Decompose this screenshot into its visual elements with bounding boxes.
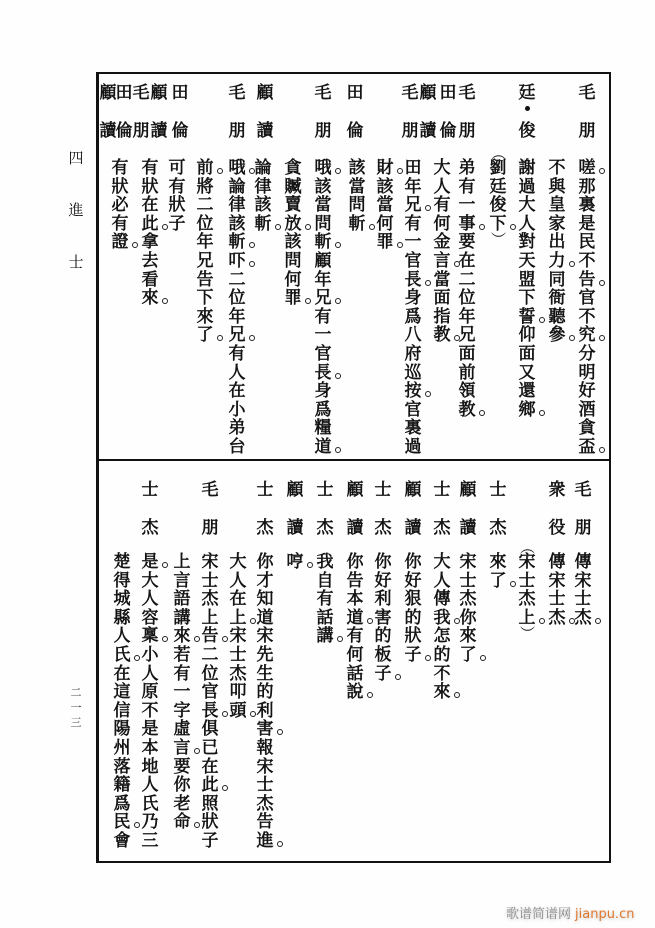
speaker-label: 廷 俊 bbox=[518, 83, 536, 141]
dialogue-line: 你 好 利 害 的 板 子 bbox=[372, 553, 394, 683]
speaker-label: 士 杰 bbox=[316, 480, 334, 538]
speaker-label: 顧 讀 bbox=[286, 480, 304, 538]
dialogue-line: 大 人 在 上 宋 士 杰 叩 頭 bbox=[227, 553, 249, 720]
speaker-label: 顧 讀 bbox=[459, 480, 477, 538]
speaker-label: 毛 朋 bbox=[132, 83, 150, 141]
speaker-label: 毛 朋 bbox=[314, 83, 332, 141]
dialogue-line: 是 大 人 容 稟 小 人 原 不 是 本 地 人 氏 乃 三 bbox=[139, 553, 161, 851]
frame-right-border bbox=[609, 72, 611, 863]
dialogue-line: 楚 得 城 縣 人 氏 在 這 信 陽 州 落 籍 爲 民 會 bbox=[111, 553, 133, 851]
speaker-label: 士 杰 bbox=[256, 480, 274, 538]
dialogue-line: 上 言 語 講 來 若 有 一 字 虛 言 要 你 老 命 bbox=[171, 553, 193, 832]
speaker-label: 毛 朋 bbox=[574, 480, 592, 538]
dialogue-line: 哦 該 當 問 斬 顧 年 兄 有 一 官 長 身 爲 糧 道 bbox=[312, 159, 334, 457]
dialogue-line: 論 律 該 斬 bbox=[252, 159, 274, 233]
speaker-label: 毛 朋 bbox=[458, 83, 476, 141]
speaker-label: 顧 讀 bbox=[256, 83, 274, 141]
dialogue-line: 弟 有 一 事 要 在 二 位 年 兄 面 前 領 教 bbox=[456, 159, 478, 419]
watermark-site-name: 歌谱简谱网 bbox=[506, 907, 572, 922]
speaker-label: 衆 役 bbox=[548, 480, 566, 538]
dialogue-line: 我 自 有 話 講 bbox=[314, 553, 336, 646]
watermark bbox=[506, 903, 634, 922]
dialogue-line: 哦 論 律 該 斬 吓 二 位 年 兄 有 人 在 小 弟 台 bbox=[226, 159, 248, 457]
dialogue-line: 你 好 狠 的 狀 子 bbox=[402, 553, 424, 665]
dialogue-line: 謝 過 大 人 對 天 盟 下 誓 仰 面 又 還 鄉 bbox=[516, 159, 538, 419]
dialogue-line: 不 與 皇 家 出 力 同 衙 聽 參 bbox=[546, 159, 568, 345]
speaker-label: 顧 讀 bbox=[99, 83, 117, 141]
speaker-label: 毛 朋 bbox=[401, 83, 419, 141]
dialogue-line: 哼 bbox=[284, 553, 306, 572]
speaker-label: 顧 讀 bbox=[404, 480, 422, 538]
speaker-label: 毛 朋 bbox=[228, 83, 246, 141]
speaker-label: 田 倫 bbox=[346, 83, 364, 141]
dialogue-line: 貪 贓 賣 放 該 問 何 罪 bbox=[282, 159, 304, 308]
watermark-site-url: jianpu.cn bbox=[575, 907, 635, 922]
speaker-label: 顧 讀 bbox=[150, 83, 168, 141]
dialogue-line: 傳 宋 士 杰 bbox=[546, 553, 568, 627]
dialogue-line: 你 才 知 道 宋 先 生 的 利 害 報 宋 士 杰 告 進 bbox=[254, 553, 276, 851]
dialogue-line: 可 有 狀 子 bbox=[168, 158, 186, 234]
dialogue-line: 該 當 問 斬 bbox=[346, 159, 368, 233]
stage-direction: （ 劉 廷 俊 下 ） bbox=[487, 147, 509, 245]
speaker-label: 毛 朋 bbox=[201, 480, 219, 538]
speaker-label: 毛 朋 bbox=[578, 83, 596, 141]
dialogue-line: 嗟 那 裏 是 民 不 告 官 不 究 分 明 好 酒 貪 盃 bbox=[576, 159, 598, 457]
running-title: 四 進 士 bbox=[68, 149, 84, 271]
speaker-label: 士 杰 bbox=[141, 480, 159, 538]
page-number: 二 一 三 bbox=[70, 686, 82, 729]
speaker-label: 田 倫 bbox=[115, 83, 133, 141]
dialogue-line: 大 人 有 何 金 言 當 面 指 教 bbox=[431, 159, 453, 345]
stage-direction: （ 宋 士 杰 上 ） bbox=[516, 541, 538, 639]
speaker-label: 士 杰 bbox=[489, 480, 507, 538]
speaker-label: 田 倫 bbox=[171, 83, 189, 141]
dialogue-line: 有 狀 在 此 拿 去 看 來 bbox=[139, 159, 161, 308]
dialogue-line: 宋 士 杰 上 告 二 位 官 長 俱 已 在 此 照 狀 子 bbox=[199, 553, 221, 851]
section-divider bbox=[97, 459, 610, 461]
dialogue-line: 財 該 當 何 罪 bbox=[374, 159, 396, 252]
speaker-label: 顧 讀 bbox=[346, 480, 364, 538]
dialogue-line: 宋 士 杰 你 來 了 bbox=[457, 553, 479, 665]
dialogue-line: 來 了 bbox=[487, 553, 509, 590]
frame-left-border bbox=[96, 72, 99, 863]
speaker-label: 顧 讀 bbox=[419, 83, 437, 141]
dialogue-line: 大 人 傳 我 怎 的 不 來 bbox=[431, 553, 453, 702]
dialogue-line: 傳 宋 士 杰 bbox=[572, 553, 594, 627]
speaker-label: 士 杰 bbox=[433, 480, 451, 538]
dialogue-line: 有 狀 必 有 證 bbox=[109, 159, 131, 252]
frame-top-border bbox=[97, 72, 611, 74]
speaker-label: 士 杰 bbox=[374, 480, 392, 538]
dialogue-line: 田 年 兄 有 一 官 長 身 爲 八 府 巡 按 官 裏 過 bbox=[402, 159, 424, 457]
speaker-label: 田 倫 bbox=[439, 83, 457, 141]
dialogue-line: 前 將 二 位 年 兄 告 下 來 了 bbox=[194, 159, 216, 345]
dialogue-line: 你 告 本 道 有 何 話 說 bbox=[344, 553, 366, 702]
frame-bottom-border bbox=[96, 861, 611, 863]
